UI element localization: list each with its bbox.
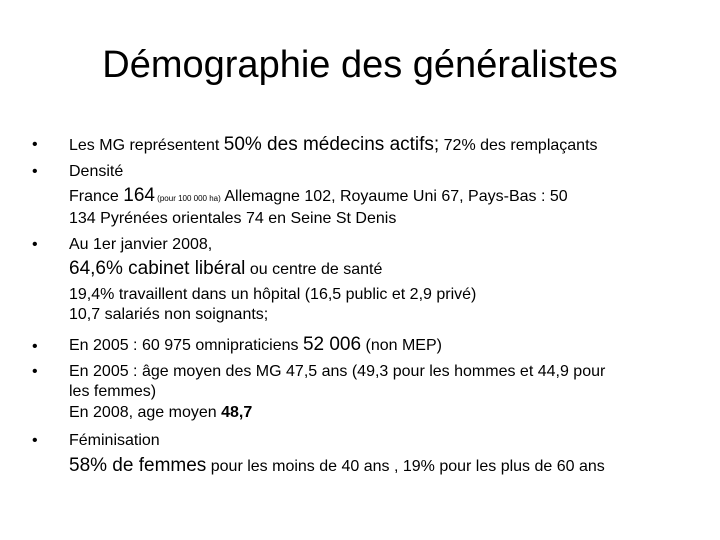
bullet-mg [69,135,598,156]
bullet-feminisation: Féminisation [69,432,160,449]
bullet-icon: • [32,432,38,449]
janvier-line3: 10,7 salariés non soignants; [69,306,269,323]
bullet-omni [69,335,442,356]
bullet-icon: • [32,236,38,253]
densite-france-line [69,186,568,209]
janvier-centre: ou centre de santé [245,261,383,278]
age-2008-label: En 2008, age moyen [69,404,222,421]
bullet-icon: • [32,163,38,180]
omni-value: 52 006 [302,334,362,355]
age-2008-value: 48,7 [221,404,253,421]
feminisation-line1 [69,456,605,477]
bullet-densite: Densité [69,163,124,180]
bullet-icon: • [32,363,38,380]
france-value: 164 [123,185,155,206]
mg-text-b: 50% des médecins actifs; [223,134,440,155]
janvier-liberal: 64,6% cabinet libéral [69,258,246,279]
france-unit: (pour 100 000 ha) [154,194,221,203]
bullet-janvier: Au 1er janvier 2008, [69,236,213,253]
omni-text-a: En 2005 : 60 975 omnipraticiens [69,337,303,354]
bullet-age: En 2005 : âge moyen des MG 47,5 ans (49,3 pour les hommes et 44,9 pour [69,363,606,380]
age-line3 [69,403,252,423]
feminisation-detail: pour les moins de 40 ans , 19% pour les plus de 60 ans [206,458,605,475]
mg-text-a: Les MG représentent [69,137,224,154]
densite-line2: 134 Pyrénées orientales 74 en Seine St Denis [69,210,397,227]
france-others: Allemagne 102, Royaume Uni 67, Pays-Bas : 50 [220,188,568,205]
feminisation-value: 58% de femmes [69,455,207,476]
bullet-icon: • [32,338,38,355]
age-line2: les femmes) [69,383,157,400]
bullet-icon: • [32,136,38,153]
omni-text-c: (non MEP) [361,337,442,354]
slide-title: Démographie des généralistes [102,44,618,86]
france-label: France [69,188,124,205]
janvier-line1 [69,259,382,280]
mg-text-c: 72% des remplaçants [439,137,598,154]
janvier-line2: 19,4% travaillent dans un hôpital (16,5 public et 2,9 privé) [69,286,477,303]
